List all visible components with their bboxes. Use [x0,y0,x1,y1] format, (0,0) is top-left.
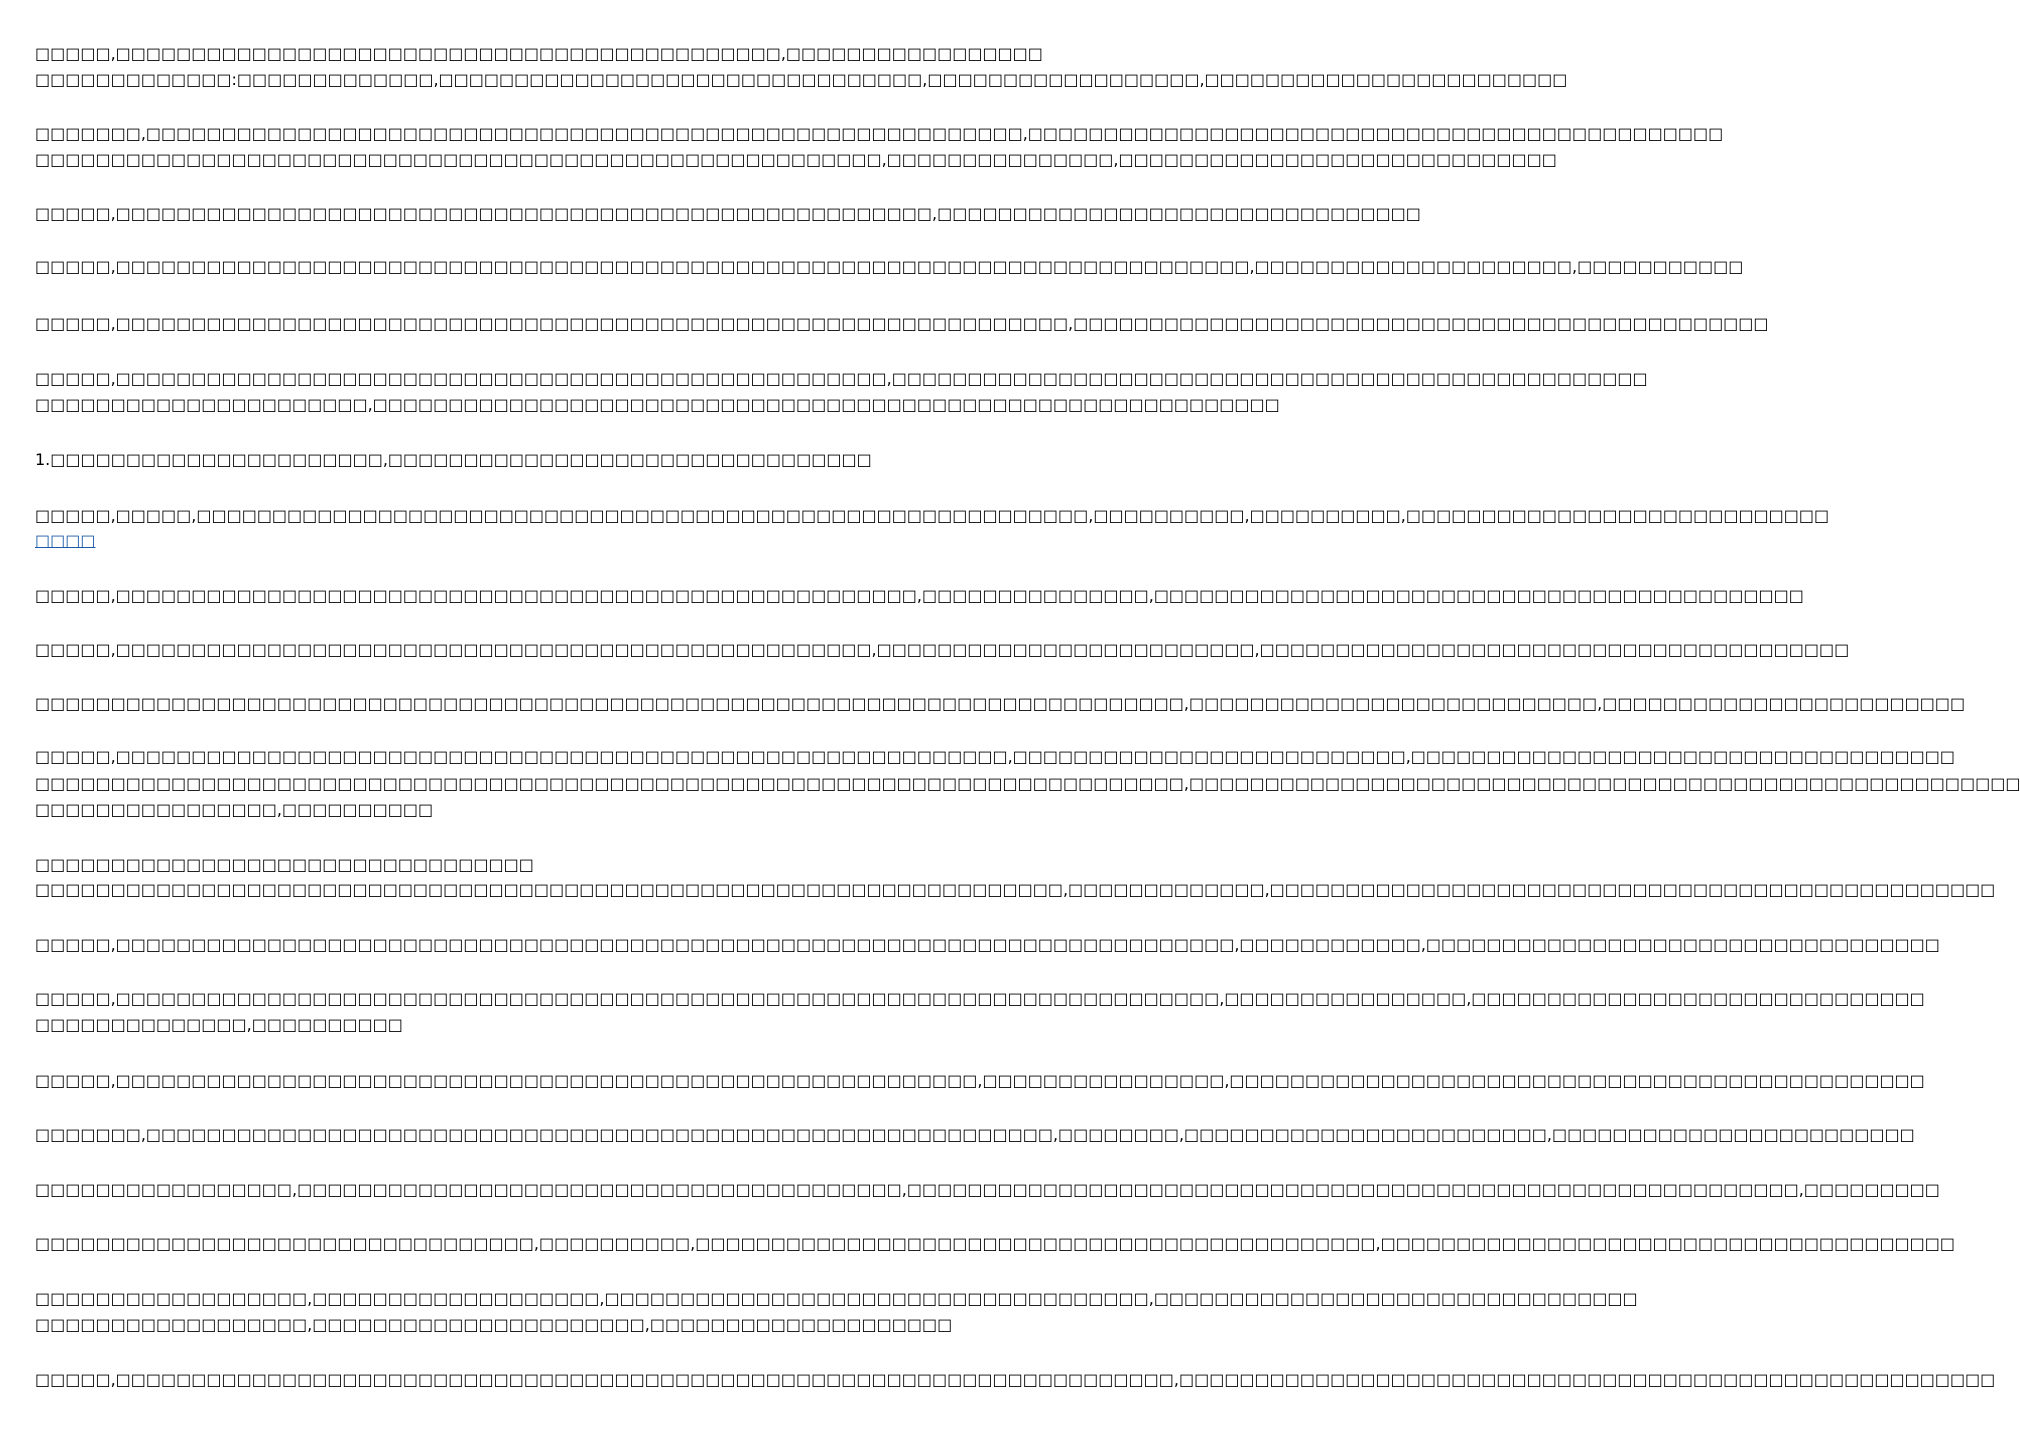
numbered-heading-1: 1.□□□□□□□□□□□□□□□□□□□□□□,□□□□□□□□□□□□□□□□□□□□□□□□□□□□□□□□ [35,450,872,469]
paragraph-8-line-1: □□□□□,□□□□□□□□□□□□□□□□□□□□□□□□□□□□□□□□□□□□□□□□□□□□□□□□□□□□□,□□□□□□□□□□□□□□□,□□□□□□□□□□□□□□□□□□□□□□□□□□□□□□□□□□□□□□□□□□□ [35,586,1804,605]
paragraph-14-line-1: □□□□□,□□□□□□□□□□□□□□□□□□□□□□□□□□□□□□□□□□□□□□□□□□□□□□□□□□□□□□□□□□□□□□□□□□□□□□□□□,□□□□□□□□□□□□□□□□,□□□□□□□□□□□□□□□□□□□□□□□□□□□□□□ [35,989,1925,1008]
paragraph-12-line-1: □□□□□□□□□□□□□□□□□□□□□□□□□□□□□□□□□□□□□□□□□□□□□□□□□□□□□□□□□□□□□□□□□□□□,□□□□□□□□□□□□□,□□□□□□□□□□□□□□□□□□□□□□□□□□□□□□□□□□□□□□□□□□□□□□□□ [35,880,1996,899]
paragraph-2-line-1: □□□□□□□,□□□□□□□□□□□□□□□□□□□□□□□□□□□□□□□□□□□□□□□□□□□□□□□□□□□□□□□□□□,□□□□□□□□□□□□□□□□□□□□□□□□□□□□□□□□□□□□□□□□□□□□□□ [35,124,1724,143]
paragraph-14-line-2: □□□□□□□□□□□□□□,□□□□□□□□□□ [35,1015,403,1034]
paragraph-10-line-1: □□□□□□□□□□□□□□□□□□□□□□□□□□□□□□□□□□□□□□□□□□□□□□□□□□□□□□□□□□□□□□□□□□□□□□□□□□□□,□□□□□□□□□□□□□□□□□□□□□□□□□□□,□□□□□□□□□□□□□□□□□□□□□□□□ [35,694,1966,713]
paragraph-11-line-3: □□□□□□□□□□□□□□□□,□□□□□□□□□□ [35,800,434,819]
paragraph-6-line-1: □□□□□,□□□□□□□□□□□□□□□□□□□□□□□□□□□□□□□□□□□□□□□□□□□□□□□□□□□,□□□□□□□□□□□□□□□□□□□□□□□□□□□□□□□□□□□□□□□□□□□□□□□□□□ [35,369,1648,388]
paragraph-16-line-1: □□□□□□□,□□□□□□□□□□□□□□□□□□□□□□□□□□□□□□□□□□□□□□□□□□□□□□□□□□□□□□□□□□□□,□□□□□□□□,□□□□□□□□□□□□□□□□□□□□□□□□,□□□□□□□□□□□□□□□□□□□□□□□□ [35,1125,1915,1144]
paragraph-19-line-1: □□□□□□□□□□□□□□□□□□,□□□□□□□□□□□□□□□□□□□,□□□□□□□□□□□□□□□□□□□□□□□□□□□□□□□□□□□□,□□□□□□□□□□□□□□□□□□□□□□□□□□□□□□□□ [35,1289,1638,1308]
paragraph-3-line-1: □□□□□,□□□□□□□□□□□□□□□□□□□□□□□□□□□□□□□□□□□□□□□□□□□□□□□□□□□□□□,□□□□□□□□□□□□□□□□□□□□□□□□□□□□□□□□ [35,204,1421,223]
paragraph-15-line-1: □□□□□,□□□□□□□□□□□□□□□□□□□□□□□□□□□□□□□□□□□□□□□□□□□□□□□□□□□□□□□□□,□□□□□□□□□□□□□□□□,□□□□□□□□□□□□□□□□□□□□□□□□□□□□□□□□□□□□□□□□□□□□□□ [35,1071,1925,1090]
paragraph-11-line-1: □□□□□,□□□□□□□□□□□□□□□□□□□□□□□□□□□□□□□□□□□□□□□□□□□□□□□□□□□□□□□□□□□,□□□□□□□□□□□□□□□□□□□□□□□□□□,□□□□□□□□□□□□□□□□□□□□□□□□□□□□□□□□□□□□ [35,747,1956,766]
paragraph-9-line-1: □□□□□,□□□□□□□□□□□□□□□□□□□□□□□□□□□□□□□□□□□□□□□□□□□□□□□□□□,□□□□□□□□□□□□□□□□□□□□□□□□□,□□□□□□□□□□□□□□□□□□□□□□□□□□□□□□□□□□□□□□□ [35,640,1850,659]
section-heading: □□□□□□□□□□□□□□□□□□□□□□□□□□□□□□□□□ [35,855,534,874]
paragraph-4-line-1: □□□□□,□□□□□□□□□□□□□□□□□□□□□□□□□□□□□□□□□□□□□□□□□□□□□□□□□□□□□□□□□□□□□□□□□□□□□□□□□□□,□□□□□□□□□□□□□□□□□□□□□,□□□□□□□□□□□ [35,257,1744,276]
paragraph-5-line-1: □□□□□,□□□□□□□□□□□□□□□□□□□□□□□□□□□□□□□□□□□□□□□□□□□□□□□□□□□□□□□□□□□□□□□,□□□□□□□□□□□□□□□□□□□□□□□□□□□□□□□□□□□□□□□□□□□□□□ [35,314,1769,333]
paragraph-19-line-2: □□□□□□□□□□□□□□□□□□,□□□□□□□□□□□□□□□□□□□□□□,□□□□□□□□□□□□□□□□□□□□ [35,1315,953,1334]
paragraph-6-line-2: □□□□□□□□□□□□□□□□□□□□□□,□□□□□□□□□□□□□□□□□□□□□□□□□□□□□□□□□□□□□□□□□□□□□□□□□□□□□□□□□□□□ [35,395,1280,414]
paragraph-11-line-2: □□□□□□□□□□□□□□□□□□□□□□□□□□□□□□□□□□□□□□□□□□□□□□□□□□□□□□□□□□□□□□□□□□□□□□□□□□□□,□□□□□□□□□□□□□□□□□□□□□□□□□□□□□□□□□□□□□□□□□□□□□□□□□□□□□□□ [35,774,2020,793]
paragraph-18-line-1: □□□□□□□□□□□□□□□□□□□□□□□□□□□□□□□□□,□□□□□□□□□□,□□□□□□□□□□□□□□□□□□□□□□□□□□□□□□□□□□□□□□□□□□□□□,□□□□□□□□□□□□□□□□□□□□□□□□□□□□□□□□□□□□□□ [35,1234,1956,1253]
paragraph-20-line-1: □□□□□,□□□□□□□□□□□□□□□□□□□□□□□□□□□□□□□□□□□□□□□□□□□□□□□□□□□□□□□□□□□□□□□□□□□□□□,□□□□□□□□□□□□□□□□□□□□□□□□□□□□□□□□□□□□□□□□□□□□□□□□□□□□□□ [35,1370,1996,1389]
inline-link[interactable]: □□□□ [35,531,96,550]
paragraph-1-line-1: □□□□□,□□□□□□□□□□□□□□□□□□□□□□□□□□□□□□□□□□□□□□□□□□□□,□□□□□□□□□□□□□□□□□ [35,44,1043,63]
paragraph-2-line-2: □□□□□□□□□□□□□□□□□□□□□□□□□□□□□□□□□□□□□□□□□□□□□□□□□□□□□□□□,□□□□□□□□□□□□□□□,□□□□□□□□□□□□□□□□□□□□□□□□□□□□□ [35,150,1557,169]
paragraph-1-line-2: □□□□□□□□□□□□□:□□□□□□□□□□□□□,□□□□□□□□□□□□□□□□□□□□□□□□□□□□□□□□,□□□□□□□□□□□□□□□□□□,□□□□□□□□□□□□□□□□□□□□□□□□ [35,70,1568,89]
paragraph-7-link [35,530,989,552]
paragraph-7-line-1: □□□□□,□□□□□,□□□□□□□□□□□□□□□□□□□□□□□□□□□□□□□□□□□□□□□□□□□□□□□□□□□□□□□□□□□,□□□□□□□□□□,□□□□□□□□□□,□□□□□□□□□□□□□□□□□□□□□□□□□□□□ [35,506,1830,525]
paragraph-13-line-1: □□□□□,□□□□□□□□□□□□□□□□□□□□□□□□□□□□□□□□□□□□□□□□□□□□□□□□□□□□□□□□□□□□□□□□□□□□□□□□□□,□□□□□□□□□□□□,□□□□□□□□□□□□□□□□□□□□□□□□□□□□□□□□□□ [35,935,1940,954]
paragraph-17-line-1: □□□□□□□□□□□□□□□□□,□□□□□□□□□□□□□□□□□□□□□□□□□□□□□□□□□□□□□□□□,□□□□□□□□□□□□□□□□□□□□□□□□□□□□□□□□□□□□□□□□□□□□□□□□□□□□□□□□□□□,□□□□□□□□□ [35,1180,1940,1199]
